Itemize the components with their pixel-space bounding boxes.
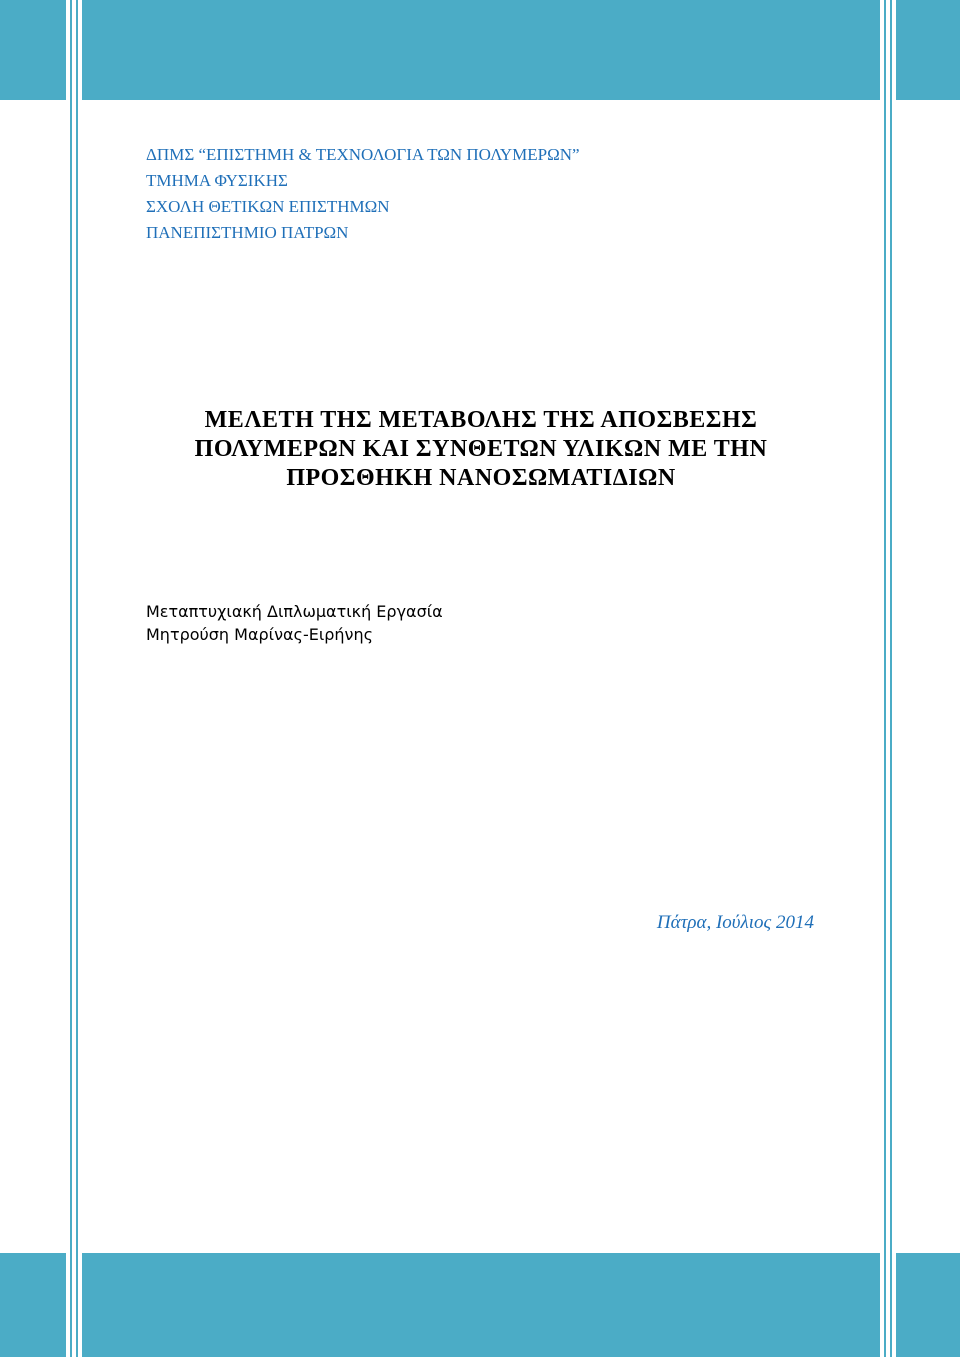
institution-header: [146, 142, 580, 246]
frame-left-rule-outer: [70, 0, 72, 1357]
university-name: ΠΑΝΕΠΙΣΤΗΜΙΟ ΠΑΤΡΩΝ: [146, 223, 349, 242]
thesis-title: [82, 406, 880, 493]
frame-bottom-right-bar: [896, 1253, 960, 1357]
thesis-type: Μεταπτυχιακή Διπλωματική Εργασία: [146, 602, 443, 621]
title-line-1: ΜΕΛΕΤΗ ΤΗΣ ΜΕΤΑΒΟΛΗΣ ΤΗΣ ΑΠΟΣΒΕΣΗΣ: [204, 407, 758, 433]
frame-left-rule-inner: [76, 0, 78, 1357]
frame-right-rule-inner: [884, 0, 886, 1357]
program-name: ΔΠΜΣ “ΕΠΙΣΤΗΜΗ & ΤΕΧΝΟΛΟΓΙΑ ΤΩΝ ΠΟΛΥΜΕΡΩΝ”: [146, 145, 580, 164]
frame-top-main-bar: [82, 0, 880, 100]
title-line-2: ΠΟΛΥΜΕΡΩΝ ΚΑΙ ΣΥΝΘΕΤΩΝ ΥΛΙΚΩΝ ΜΕ ΤΗΝ: [194, 436, 768, 462]
frame-right-rule-outer: [890, 0, 892, 1357]
frame-top-left-bar: [0, 0, 66, 100]
frame-bottom-main-bar: [82, 1253, 880, 1357]
school-name: ΣΧΟΛΗ ΘΕΤΙΚΩΝ ΕΠΙΣΤΗΜΩΝ: [146, 197, 390, 216]
place-date: Πάτρα, Ιούλιος 2014: [656, 912, 814, 933]
thesis-author: Μητρούση Μαρίνας-Ειρήνης: [146, 625, 374, 644]
thesis-info: [146, 600, 443, 646]
title-line-3: ΠΡΟΣΘΗΚΗ ΝΑΝΟΣΩΜΑΤΙΔΙΩΝ: [286, 465, 676, 491]
frame-bottom-left-bar: [0, 1253, 66, 1357]
department-name: ΤΜΗΜΑ ΦΥΣΙΚΗΣ: [146, 171, 288, 190]
frame-top-right-bar: [896, 0, 960, 100]
